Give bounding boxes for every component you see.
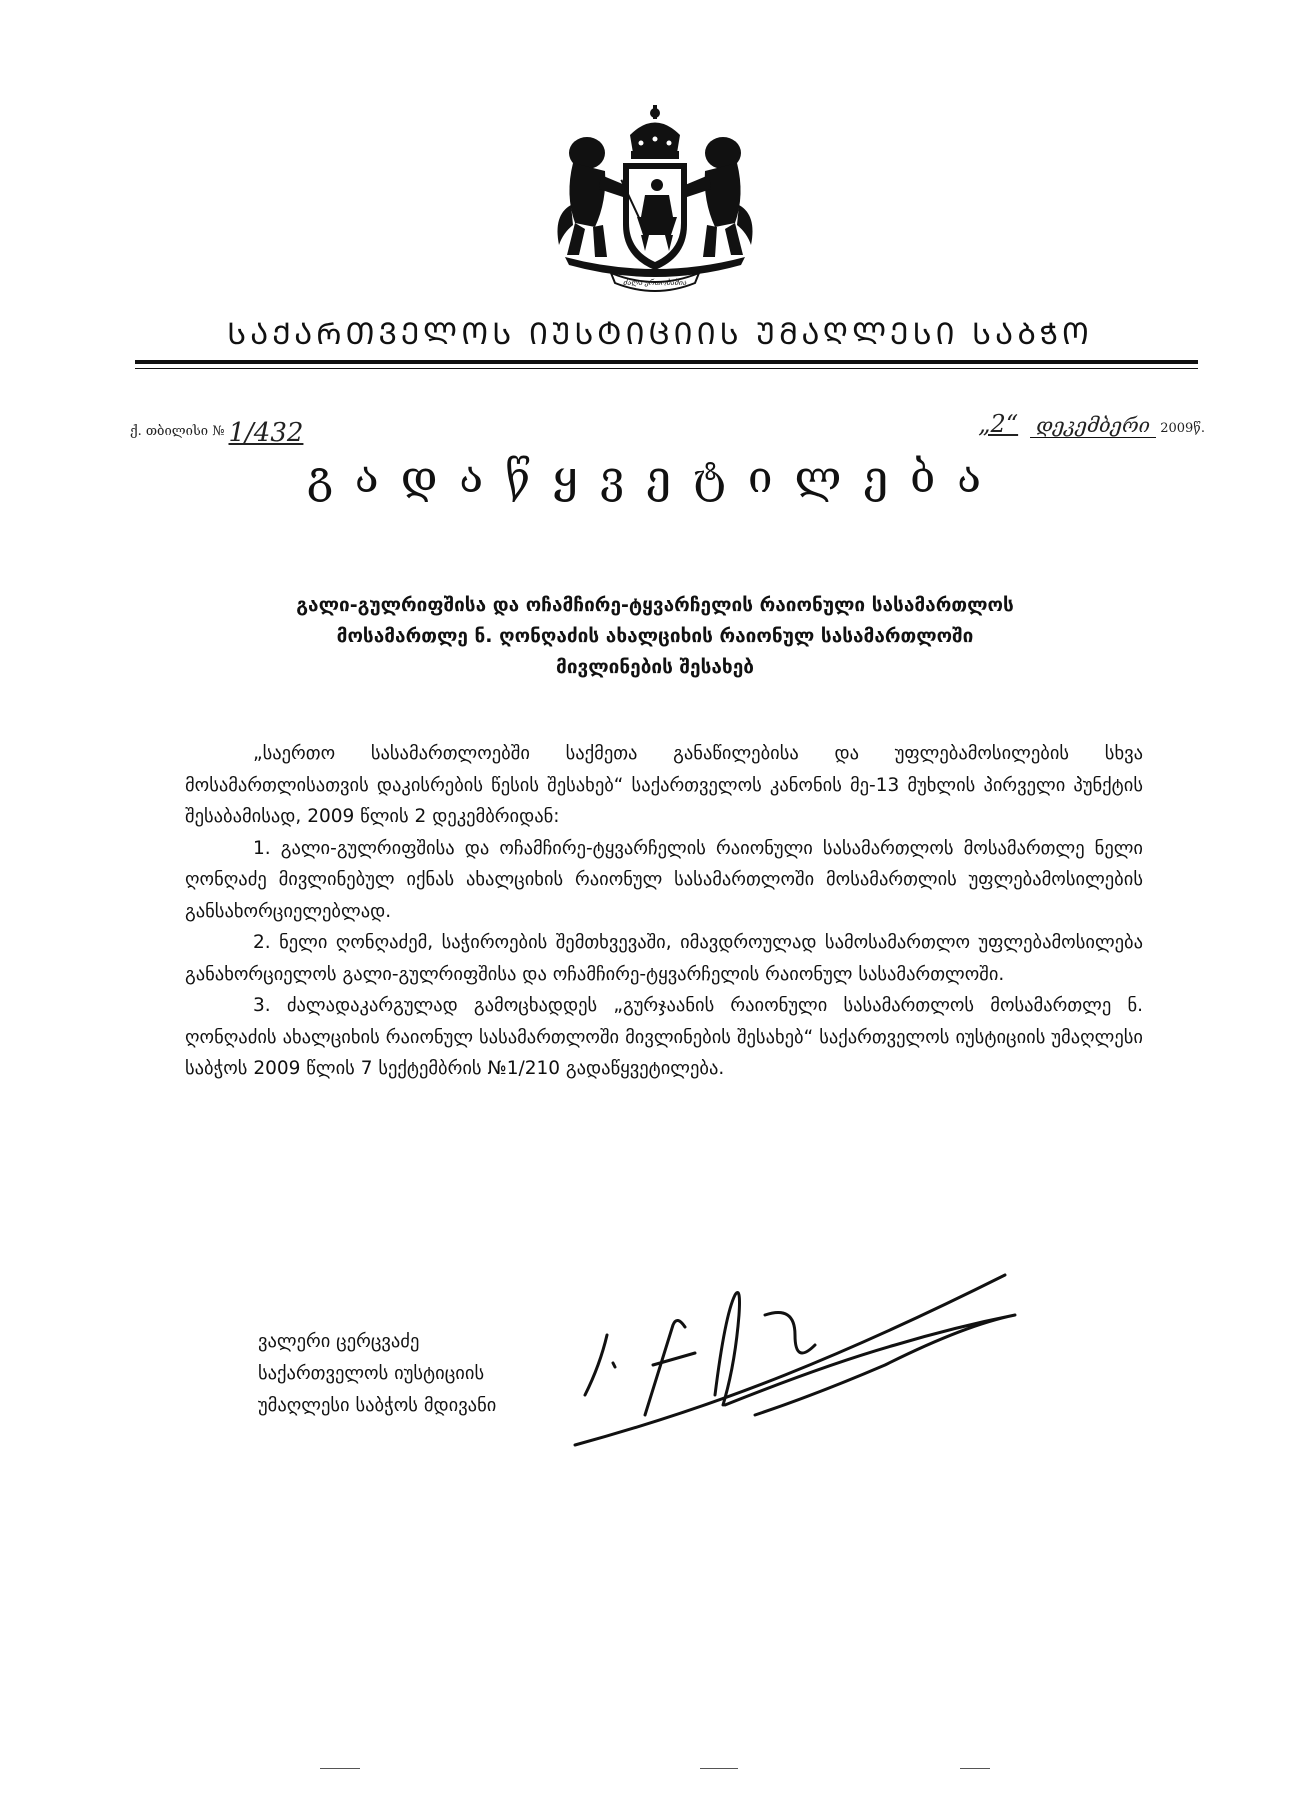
coat-of-arms-icon: [545, 105, 765, 295]
subject-line: მოსამართლე ნ. ღონღაძის ახალციხის რაიონულ სასამართლოში: [336, 625, 974, 647]
document-title: გადაწყვეტილება: [306, 452, 1003, 503]
document-subject: [185, 590, 1125, 683]
signer-position: უმაღლესი საბჭოს მდივანი: [258, 1395, 497, 1416]
reference-number-value: 1/432: [228, 418, 304, 448]
body-paragraph: 1. გალი-გულრიფშისა და ოჩამჩირე-ტყვარჩელის რაიონული სასამართლოს მოსამართლე ნელი ღონღაძე მივლინებულ იქნას ახალციხის რაიონულ სასამართლოში მოსამართლის უფლებამოსილების განსახორციელებლად.: [185, 837, 1143, 922]
footer-scan-marks: [0, 1768, 1308, 1778]
signer-name: ვალერი ცერცვაძე: [258, 1331, 420, 1352]
emblem-motto: ძალა ერთობაშია: [623, 279, 687, 287]
body-paragraph: „საერთო სასამართლოებში საქმეთა განაწილებისა და უფლებამოსილების სხვა მოსამართლისათვის დაკისრების წესის შესახებ“ საქართველოს კანონის მე-13 მუხლის პირველი პუნქტის შესაბამისად, 2009 წლის 2 დეკემბრიდან:: [185, 743, 1143, 827]
institution-name: ᲡᲐᲥᲐᲠᲗᲕᲔᲚᲝᲡ ᲘᲣᲡᲢᲘᲪᲘᲘᲡ ᲣᲛᲐᲦᲚᲔᲡᲘ ᲡᲐᲑᲭᲝ: [227, 317, 1093, 352]
signer-block: [258, 1326, 496, 1422]
reference-date-year: 2009წ.: [1160, 421, 1205, 436]
header-rule-thick: [135, 360, 1198, 364]
reference-date: [978, 410, 1205, 438]
subject-line: გალი-გულრიფშისა და ოჩამჩირე-ტყვარჩელის რაიონული სასამართლოს: [296, 594, 1014, 616]
reference-date-day: „2“: [978, 410, 1019, 438]
subject-line: მივლინების შესახებ: [556, 656, 754, 678]
reference-date-month: დეკემბერი: [1030, 413, 1156, 438]
body-paragraph: 3. ძალადაკარგულად გამოცხადდეს „გურჯაანის რაიონული სასამართლოს მოსამართლე ნ. ღონღაძის ახალციხის რაიონულ სასამართლოში მივლინების შესახებ“ საქართველოს იუსტიციის უმაღლესი საბჭოს 2009 წლის 7 სექტემბრის №1/210 გადაწყვეტილება.: [185, 995, 1143, 1079]
document-body: [185, 738, 1143, 1085]
reference-number: [130, 412, 304, 448]
signature-icon: [565, 1255, 1035, 1455]
header-rule-thin: [135, 368, 1198, 369]
body-paragraph: 2. ნელი ღონღაძემ, საჭიროების შემთხვევაში, იმავდროულად სამოსამართლო უფლებამოსილება განახორციელოს გალი-გულრიფშისა და ოჩამჩირე-ტყვარჩელის რაიონულ სასამართლოში.: [185, 932, 1143, 985]
signer-position: საქართველოს იუსტიციის: [258, 1363, 485, 1384]
reference-prefix: ქ. თბილისი №: [130, 424, 225, 439]
reference-row: [130, 398, 1205, 448]
